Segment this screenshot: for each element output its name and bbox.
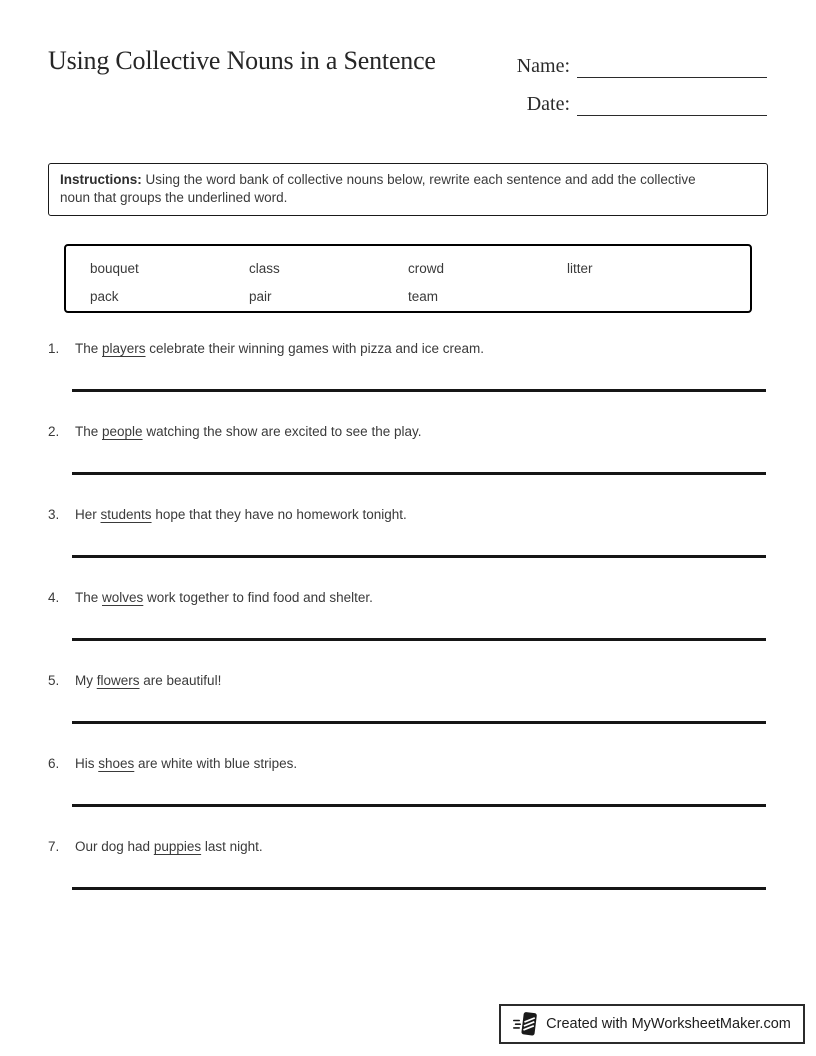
answer-line[interactable] (72, 555, 766, 558)
sentence-text (75, 424, 421, 439)
sentence-prefix: Our dog had (75, 839, 154, 854)
underlined-word: shoes (98, 756, 135, 771)
sentence-item (48, 669, 768, 752)
sentence-text (75, 590, 373, 605)
underlined-word: wolves (102, 590, 144, 605)
word-bank-word: bouquet (90, 261, 139, 276)
page-title: Using Collective Nouns in a Sentence (48, 46, 436, 75)
sentence-item (48, 586, 768, 669)
date-fill-line[interactable] (577, 115, 767, 116)
answer-line[interactable] (72, 472, 766, 475)
answer-line[interactable] (72, 638, 766, 641)
word-bank-word: pack (90, 289, 119, 304)
date-row (517, 88, 767, 116)
word-bank-word: team (408, 289, 439, 304)
word-bank-box (64, 244, 752, 313)
sentence-number: 1. (48, 341, 60, 356)
sentence-suffix: are white with blue stripes. (134, 756, 298, 771)
answer-line[interactable] (72, 804, 766, 807)
name-fill-line[interactable] (577, 77, 767, 78)
underlined-word: players (102, 341, 146, 356)
sentence-suffix: last night. (201, 839, 263, 854)
sentence-number: 4. (48, 590, 60, 605)
credit-text: Created with MyWorksheetMaker.com (546, 1016, 791, 1032)
sentence-prefix: My (75, 673, 97, 688)
sentence-suffix: celebrate their winning games with pizza and ice cream. (145, 341, 484, 356)
underlined-word: flowers (96, 673, 140, 688)
sentence-suffix: are beautiful! (139, 673, 222, 688)
sentence-text (75, 673, 221, 688)
sentence-number: 7. (48, 839, 60, 854)
sentence-text (75, 756, 297, 771)
name-date-block (517, 50, 767, 116)
sentence-list (48, 337, 768, 918)
instructions-body: Using the word bank of collective nouns below, rewrite each sentence and add the collective noun that groups the underlined word. (60, 172, 696, 205)
sentence-prefix: His (75, 756, 99, 771)
sentence-prefix: Her (75, 507, 101, 522)
sentence-item (48, 503, 768, 586)
sentence-number: 3. (48, 507, 60, 522)
answer-line[interactable] (72, 389, 766, 392)
sentence-item (48, 835, 768, 918)
sentence-text (75, 507, 407, 522)
worksheet-maker-logo-icon (513, 1011, 538, 1037)
name-row (517, 50, 767, 78)
instructions-label: Instructions: (60, 172, 142, 187)
answer-line[interactable] (72, 721, 766, 724)
sentence-prefix: The (75, 424, 103, 439)
date-label: Date: (526, 93, 570, 115)
sentence-prefix: The (75, 341, 103, 356)
word-bank-word: litter (567, 261, 593, 276)
credit-badge (499, 1004, 805, 1044)
underlined-word: puppies (153, 839, 202, 854)
sentence-number: 5. (48, 673, 60, 688)
sentence-number: 6. (48, 756, 60, 771)
sentence-text (75, 839, 263, 854)
sentence-item (48, 420, 768, 503)
underlined-word: students (100, 507, 152, 522)
sentence-item (48, 337, 768, 420)
word-bank-word: crowd (408, 261, 445, 276)
word-bank-word: pair (249, 289, 272, 304)
sentence-number: 2. (48, 424, 60, 439)
sentence-suffix: hope that they have no homework tonight. (151, 507, 407, 522)
sentence-text (75, 341, 484, 356)
name-label: Name: (516, 55, 570, 77)
word-bank-word: class (249, 261, 280, 276)
sentence-item (48, 752, 768, 835)
instructions-box (48, 163, 768, 216)
instructions-text (60, 171, 715, 207)
sentence-suffix: work together to find food and shelter. (143, 590, 373, 605)
answer-line[interactable] (72, 887, 766, 890)
underlined-word: people (102, 424, 143, 439)
sentence-suffix: watching the show are excited to see the play. (142, 424, 422, 439)
sentence-prefix: The (75, 590, 103, 605)
